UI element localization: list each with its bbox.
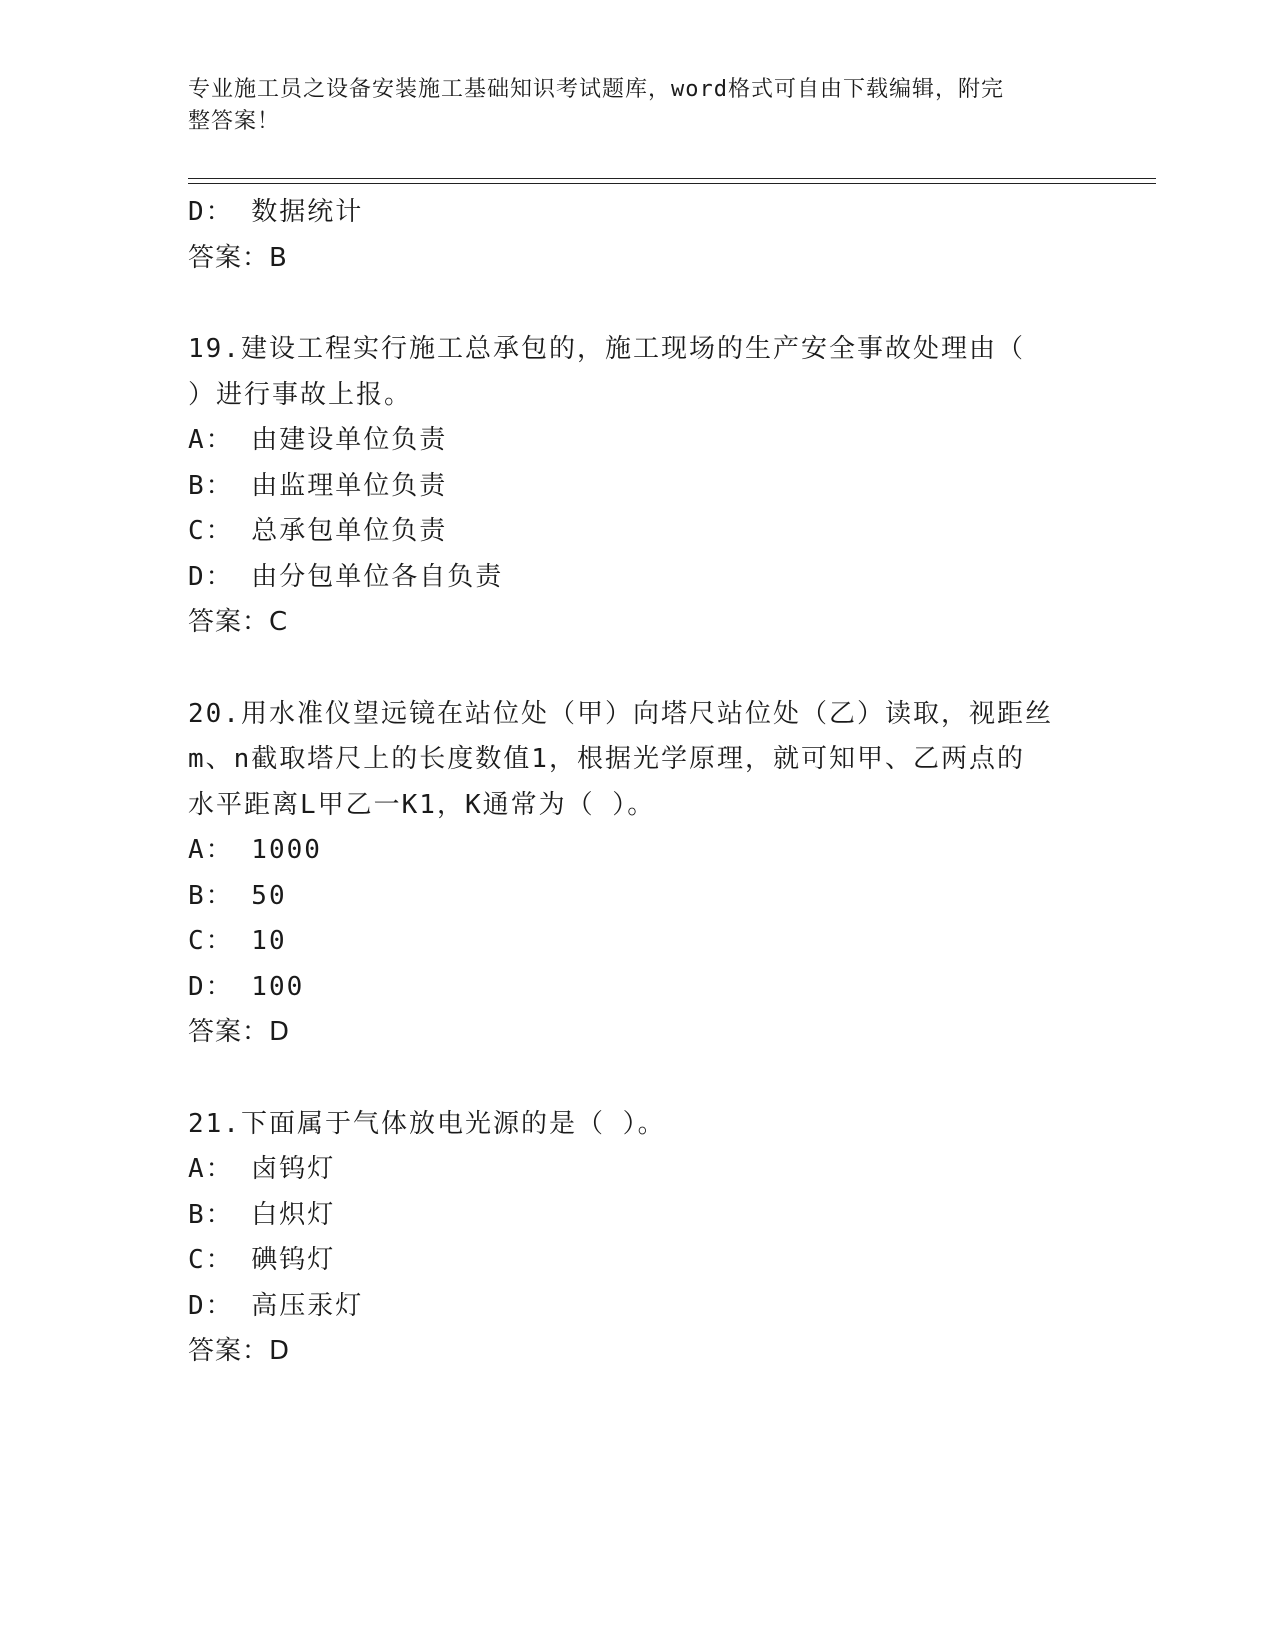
question-content bbox=[188, 190, 1088, 1375]
header-line-2: 整答案！ bbox=[188, 109, 281, 134]
question-text: m、n截取塔尺上的长度数值1，根据光学原理，就可知甲、乙两点的 bbox=[188, 744, 1025, 774]
question-text: 19.建设工程实行施工总承包的，施工现场的生产安全事故处理由（ bbox=[188, 334, 1025, 364]
option-d: D： 由分包单位各自负责 bbox=[188, 561, 504, 592]
answer-line: 答案：D bbox=[188, 1336, 291, 1366]
header-divider-bottom bbox=[188, 183, 1156, 184]
option-b: B： 由监理单位负责 bbox=[188, 470, 448, 501]
option-d: D： 高压汞灯 bbox=[188, 1290, 364, 1321]
answer-line: 答案：C bbox=[188, 607, 289, 637]
question-20 bbox=[188, 692, 1088, 1056]
header-divider-top bbox=[188, 178, 1156, 179]
option-b: B： 白炽灯 bbox=[188, 1199, 336, 1230]
question-text: 水平距离L甲乙一K1，K通常为（ ）。 bbox=[188, 789, 656, 820]
question-text: ）进行事故上报。 bbox=[188, 379, 413, 410]
document-header bbox=[188, 74, 1088, 138]
answer-line: 答案：B bbox=[188, 242, 288, 273]
spacer bbox=[188, 1056, 1088, 1102]
option-c: C： 总承包单位负责 bbox=[188, 516, 448, 546]
option-d: D： 100 bbox=[188, 971, 305, 1002]
option-c: C： 10 bbox=[188, 926, 287, 956]
header-line-1: 专业施工员之设备安装施工基础知识考试题库，word格式可自由下载编辑，附完 bbox=[188, 77, 1004, 102]
spacer bbox=[188, 281, 1088, 327]
option-a: A： 1000 bbox=[188, 835, 322, 865]
option-b: B： 50 bbox=[188, 880, 287, 911]
option-c: C： 碘钨灯 bbox=[188, 1245, 336, 1275]
option-a: A： 卤钨灯 bbox=[188, 1154, 336, 1184]
question-21 bbox=[188, 1102, 1088, 1375]
question-text: 20.用水准仪望远镜在站位处（甲）向塔尺站位处（乙）读取，视距丝 bbox=[188, 698, 1053, 729]
question-text: 21.下面属于气体放电光源的是（ ）。 bbox=[188, 1108, 666, 1139]
option-a: A： 由建设单位负责 bbox=[188, 425, 448, 455]
spacer bbox=[188, 646, 1088, 692]
question-19 bbox=[188, 327, 1088, 646]
answer-line: 答案：D bbox=[188, 1017, 291, 1047]
option-d: D： 数据统计 bbox=[188, 197, 364, 227]
